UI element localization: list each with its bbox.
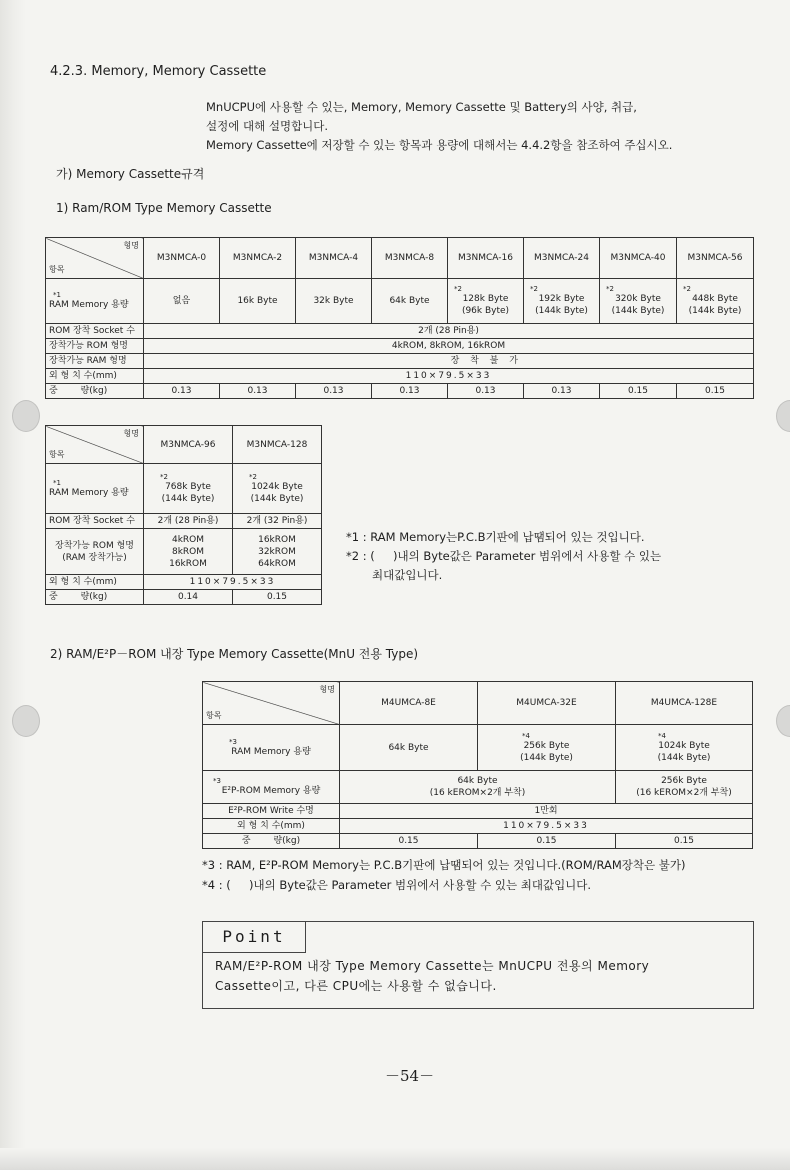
- model-cell: M3NMCA-8: [372, 238, 448, 279]
- rom-type: 64kROM: [258, 558, 296, 569]
- header-corner: [46, 238, 144, 279]
- weight-cell: 0.13: [144, 384, 220, 399]
- ram-cell: [144, 464, 233, 514]
- page-number: －54－: [385, 1067, 435, 1085]
- rom-cell: [233, 529, 322, 575]
- row-label-ram: [203, 725, 340, 771]
- rom-type: 4kROM: [171, 534, 205, 545]
- intro-line-3: Memory Cassette에 저장할 수 있는 항목과 용량에 대해서는 4.4.2항을 참조하여 주십시오.: [206, 138, 673, 152]
- note-mark: *2: [249, 472, 257, 481]
- note-mark: *3: [213, 777, 221, 785]
- ram-param-value: (144k Byte): [535, 306, 588, 316]
- ram-cell: [296, 279, 372, 324]
- row-label-size: 외 형 치 수(mm): [46, 575, 144, 590]
- row-label-weight: 중 량(kg): [46, 384, 144, 399]
- table-row: [46, 464, 322, 514]
- note-mark: *2: [606, 285, 614, 293]
- note-text: : RAM Memory는P.C.B기판에 납땜되어 있는 것입니다.: [362, 530, 645, 544]
- model-cell: M3NMCA-24: [524, 238, 600, 279]
- point-line: RAM/E²P-ROM 내장 Type Memory Cassette는 MnUCPU 전용의 Memory: [215, 959, 650, 973]
- row-label-text: RAM Memory 용량: [49, 487, 129, 498]
- table-row: [46, 514, 322, 529]
- note-mark: *4: [202, 878, 216, 892]
- item-header: 항목: [49, 265, 65, 274]
- weight-cell: 0.13: [296, 384, 372, 399]
- punch-hole: [12, 400, 40, 432]
- weight-cell: 0.15: [616, 834, 753, 849]
- intro-line-1: MnUCPU에 사용할 수 있는, Memory, Memory Cassette 및 Battery의 사양, 취급,: [206, 100, 637, 114]
- socket-cell: 2개 (32 Pin용): [233, 514, 322, 529]
- row-label-text: RAM Memory 용량: [231, 746, 311, 757]
- weight-cell: 0.13: [220, 384, 296, 399]
- table-row: [46, 529, 322, 575]
- ram-cell: [340, 725, 478, 771]
- ram-value: 192k Byte: [538, 294, 585, 304]
- weight-cell: 0.14: [144, 590, 233, 605]
- empty-cell: [144, 354, 220, 369]
- note-text: : ( )내의 Byte값은 Parameter 범위에서 사용할 수 있는 최대값입니다.: [218, 878, 592, 892]
- rom-type: 16kROM: [169, 558, 207, 569]
- note-mark: *2: [454, 285, 462, 293]
- model-cell: M3NMCA-0: [144, 238, 220, 279]
- model-cell: M3NMCA-128: [233, 426, 322, 464]
- row-label-ram: [46, 279, 144, 324]
- section-number: 4.2.3.: [50, 64, 88, 79]
- model-cell: M4UMCA-8E: [340, 682, 478, 725]
- row-label-text: 장착가능 ROM 형명: [55, 540, 134, 551]
- model-header: 형명: [123, 429, 139, 438]
- eeprom-detail: (16 kEROM×2개 부착): [636, 788, 732, 798]
- eeprom-cassette-table: [202, 681, 753, 849]
- table-row: [46, 575, 322, 590]
- row-label-rom: [46, 529, 144, 575]
- eeprom-detail: (16 kEROM×2개 부착): [429, 788, 526, 798]
- note-mark: *2: [160, 472, 168, 481]
- table-row: [203, 682, 753, 725]
- ramtype-value: 장 착 불 가: [220, 354, 754, 369]
- note-mark: *2: [346, 549, 360, 563]
- page-bottom-edge: [0, 1148, 790, 1170]
- model-cell: M4UMCA-32E: [478, 682, 616, 725]
- note-mark: *4: [522, 731, 530, 740]
- ram-param-value: (144k Byte): [611, 306, 665, 316]
- note-4: [202, 877, 591, 893]
- table-row: [46, 369, 754, 384]
- weight-cell: 0.13: [448, 384, 524, 399]
- note-mark: *2: [683, 285, 691, 293]
- item-header: 항목: [206, 711, 222, 720]
- weight-cell: 0.15: [233, 590, 322, 605]
- ram-value: 16k Byte: [237, 296, 278, 306]
- ram-cell: [448, 279, 524, 324]
- note-1: [346, 529, 645, 545]
- row-label-ramtype: 장착가능 RAM 형명: [46, 354, 144, 369]
- size-value: 110×79.5×33: [340, 819, 753, 834]
- rom-type: 8kROM: [171, 546, 205, 557]
- ram-value: 1024k Byte: [658, 740, 710, 751]
- note-2-continued: 최대값입니다.: [372, 568, 443, 582]
- ram-value: 없음: [172, 296, 191, 306]
- table-row: [46, 590, 322, 605]
- note-mark: *4: [658, 731, 666, 740]
- row-label-subtext: (RAM 장착가능): [62, 552, 127, 563]
- ram-param-value: (144k Byte): [520, 752, 573, 763]
- header-corner: [203, 682, 340, 725]
- point-box: [202, 921, 754, 1009]
- ram-cell: [616, 725, 753, 771]
- model-header: 형명: [319, 685, 335, 694]
- note-mark: *3: [229, 737, 237, 746]
- row-label-eeprom: [203, 771, 340, 804]
- table-row: [46, 426, 322, 464]
- weight-cell: 0.13: [524, 384, 600, 399]
- table-row: [203, 804, 753, 819]
- header-corner: [46, 426, 144, 464]
- note-mark: *3: [202, 858, 216, 872]
- row-label-text: E²P-ROM Memory 용량: [221, 786, 321, 796]
- row-label-socket: ROM 장착 Socket 수: [46, 514, 144, 529]
- ram-value: 448k Byte: [692, 294, 738, 304]
- ram-cell: [677, 279, 754, 324]
- section-heading: [50, 64, 266, 79]
- note-2: [346, 548, 661, 564]
- note-3: [202, 857, 686, 873]
- eeprom-value: 256k Byte: [661, 776, 707, 786]
- ram-cell: [600, 279, 677, 324]
- ram-param-value: (144k Byte): [250, 493, 304, 504]
- table-row: [203, 834, 753, 849]
- row-label-text: RAM Memory 용량: [49, 300, 129, 310]
- punch-hole: [12, 705, 40, 737]
- size-value: 110×79.5×33: [144, 369, 754, 384]
- row-label-socket: ROM 장착 Socket 수: [46, 324, 144, 339]
- weight-cell: 0.13: [372, 384, 448, 399]
- eeprom-cell: [616, 771, 753, 804]
- model-header: 형명: [123, 241, 139, 250]
- table3-heading: 2) RAM/E²P－ROM 내장 Type Memory Cassette(MnU 전용 Type): [50, 647, 419, 661]
- weight-cell: 0.15: [677, 384, 754, 399]
- eeprom-cell: [340, 771, 616, 804]
- note-mark: *1: [346, 530, 360, 544]
- eeprom-value: 64k Byte: [457, 776, 498, 786]
- subsection-heading: 가) Memory Cassette규격: [56, 167, 205, 181]
- table-row: [46, 279, 754, 324]
- ram-rom-cassette-table: [45, 237, 754, 399]
- ram-cell: [372, 279, 448, 324]
- row-label-weight: 중 량(kg): [46, 590, 144, 605]
- rom-type: 32kROM: [258, 546, 296, 557]
- row-label-ram: [46, 464, 144, 514]
- note-text: : ( )내의 Byte값은 Parameter 범위에서 사용할 수 있는: [362, 549, 662, 563]
- ram-value: 128k Byte: [462, 294, 509, 304]
- model-cell: M4UMCA-128E: [616, 682, 753, 725]
- model-cell: M3NMCA-2: [220, 238, 296, 279]
- ram-value: 64k Byte: [388, 742, 429, 753]
- ram-value: 64k Byte: [389, 296, 430, 306]
- table-row: [203, 771, 753, 804]
- ram-value: 32k Byte: [313, 296, 354, 306]
- ram-value: 1024k Byte: [251, 481, 303, 492]
- row-label-write: E²P-ROM Write 수명: [203, 804, 340, 819]
- ram-param-value: (144k Byte): [161, 493, 215, 504]
- row-label-rom: 장착가능 ROM 형명: [46, 339, 144, 354]
- row-label-size: 외 형 치 수(mm): [46, 369, 144, 384]
- ram-cell: [478, 725, 616, 771]
- punch-hole-right: [776, 400, 790, 432]
- rom-value: 4kROM, 8kROM, 16kROM: [144, 339, 754, 354]
- point-title: Point: [203, 922, 306, 953]
- ram-cell: [524, 279, 600, 324]
- ram-param-value: (144k Byte): [688, 306, 742, 316]
- ram-param-value: (96k Byte): [461, 306, 510, 316]
- note-text: : RAM, E²P-ROM Memory는 P.C.B기판에 납땜되어 있는 것입니다.(ROM/RAM장착은 불가): [218, 858, 686, 872]
- ram-cell: [220, 279, 296, 324]
- large-cassette-table: [45, 425, 322, 605]
- ram-cell: [144, 279, 220, 324]
- ram-value: 768k Byte: [165, 481, 211, 492]
- section-title: Memory, Memory Cassette: [91, 64, 267, 79]
- model-cell: M3NMCA-40: [600, 238, 677, 279]
- note-mark: *1: [53, 478, 61, 487]
- item-header: 항목: [49, 450, 65, 459]
- table-row: [46, 238, 754, 279]
- ram-value: 320k Byte: [615, 294, 661, 304]
- table-row: [46, 339, 754, 354]
- binding-edge: [0, 0, 26, 1170]
- table-row: [46, 324, 754, 339]
- table-row: [46, 384, 754, 399]
- write-value: 1만회: [340, 804, 753, 819]
- model-cell: M3NMCA-16: [448, 238, 524, 279]
- point-line: Cassette이고, 다른 CPU에는 사용할 수 없습니다.: [215, 979, 497, 993]
- rom-cell: [144, 529, 233, 575]
- weight-cell: 0.15: [478, 834, 616, 849]
- rom-type: 16kROM: [258, 534, 296, 545]
- row-label-weight: 중 량(kg): [203, 834, 340, 849]
- socket-value: 2개 (28 Pin용): [144, 324, 754, 339]
- intro-line-2: 설정에 대해 설명합니다.: [206, 119, 329, 133]
- weight-cell: 0.15: [340, 834, 478, 849]
- table-row: [203, 819, 753, 834]
- ram-value: 256k Byte: [523, 740, 570, 751]
- ram-cell: [233, 464, 322, 514]
- socket-cell: 2개 (28 Pin용): [144, 514, 233, 529]
- table-row: [203, 725, 753, 771]
- model-cell: M3NMCA-4: [296, 238, 372, 279]
- point-text: [215, 956, 745, 996]
- weight-cell: 0.15: [600, 384, 677, 399]
- row-label-size: 외 형 치 수(mm): [203, 819, 340, 834]
- ram-param-value: (144k Byte): [657, 752, 711, 763]
- punch-hole-right: [776, 705, 790, 737]
- size-value: 110×79.5×33: [144, 575, 322, 590]
- note-mark: *1: [53, 291, 61, 299]
- table-row: [46, 354, 754, 369]
- model-cell: M3NMCA-96: [144, 426, 233, 464]
- model-cell: M3NMCA-56: [677, 238, 754, 279]
- note-mark: *2: [530, 285, 538, 293]
- table1-heading: 1) Ram/ROM Type Memory Cassette: [56, 201, 272, 215]
